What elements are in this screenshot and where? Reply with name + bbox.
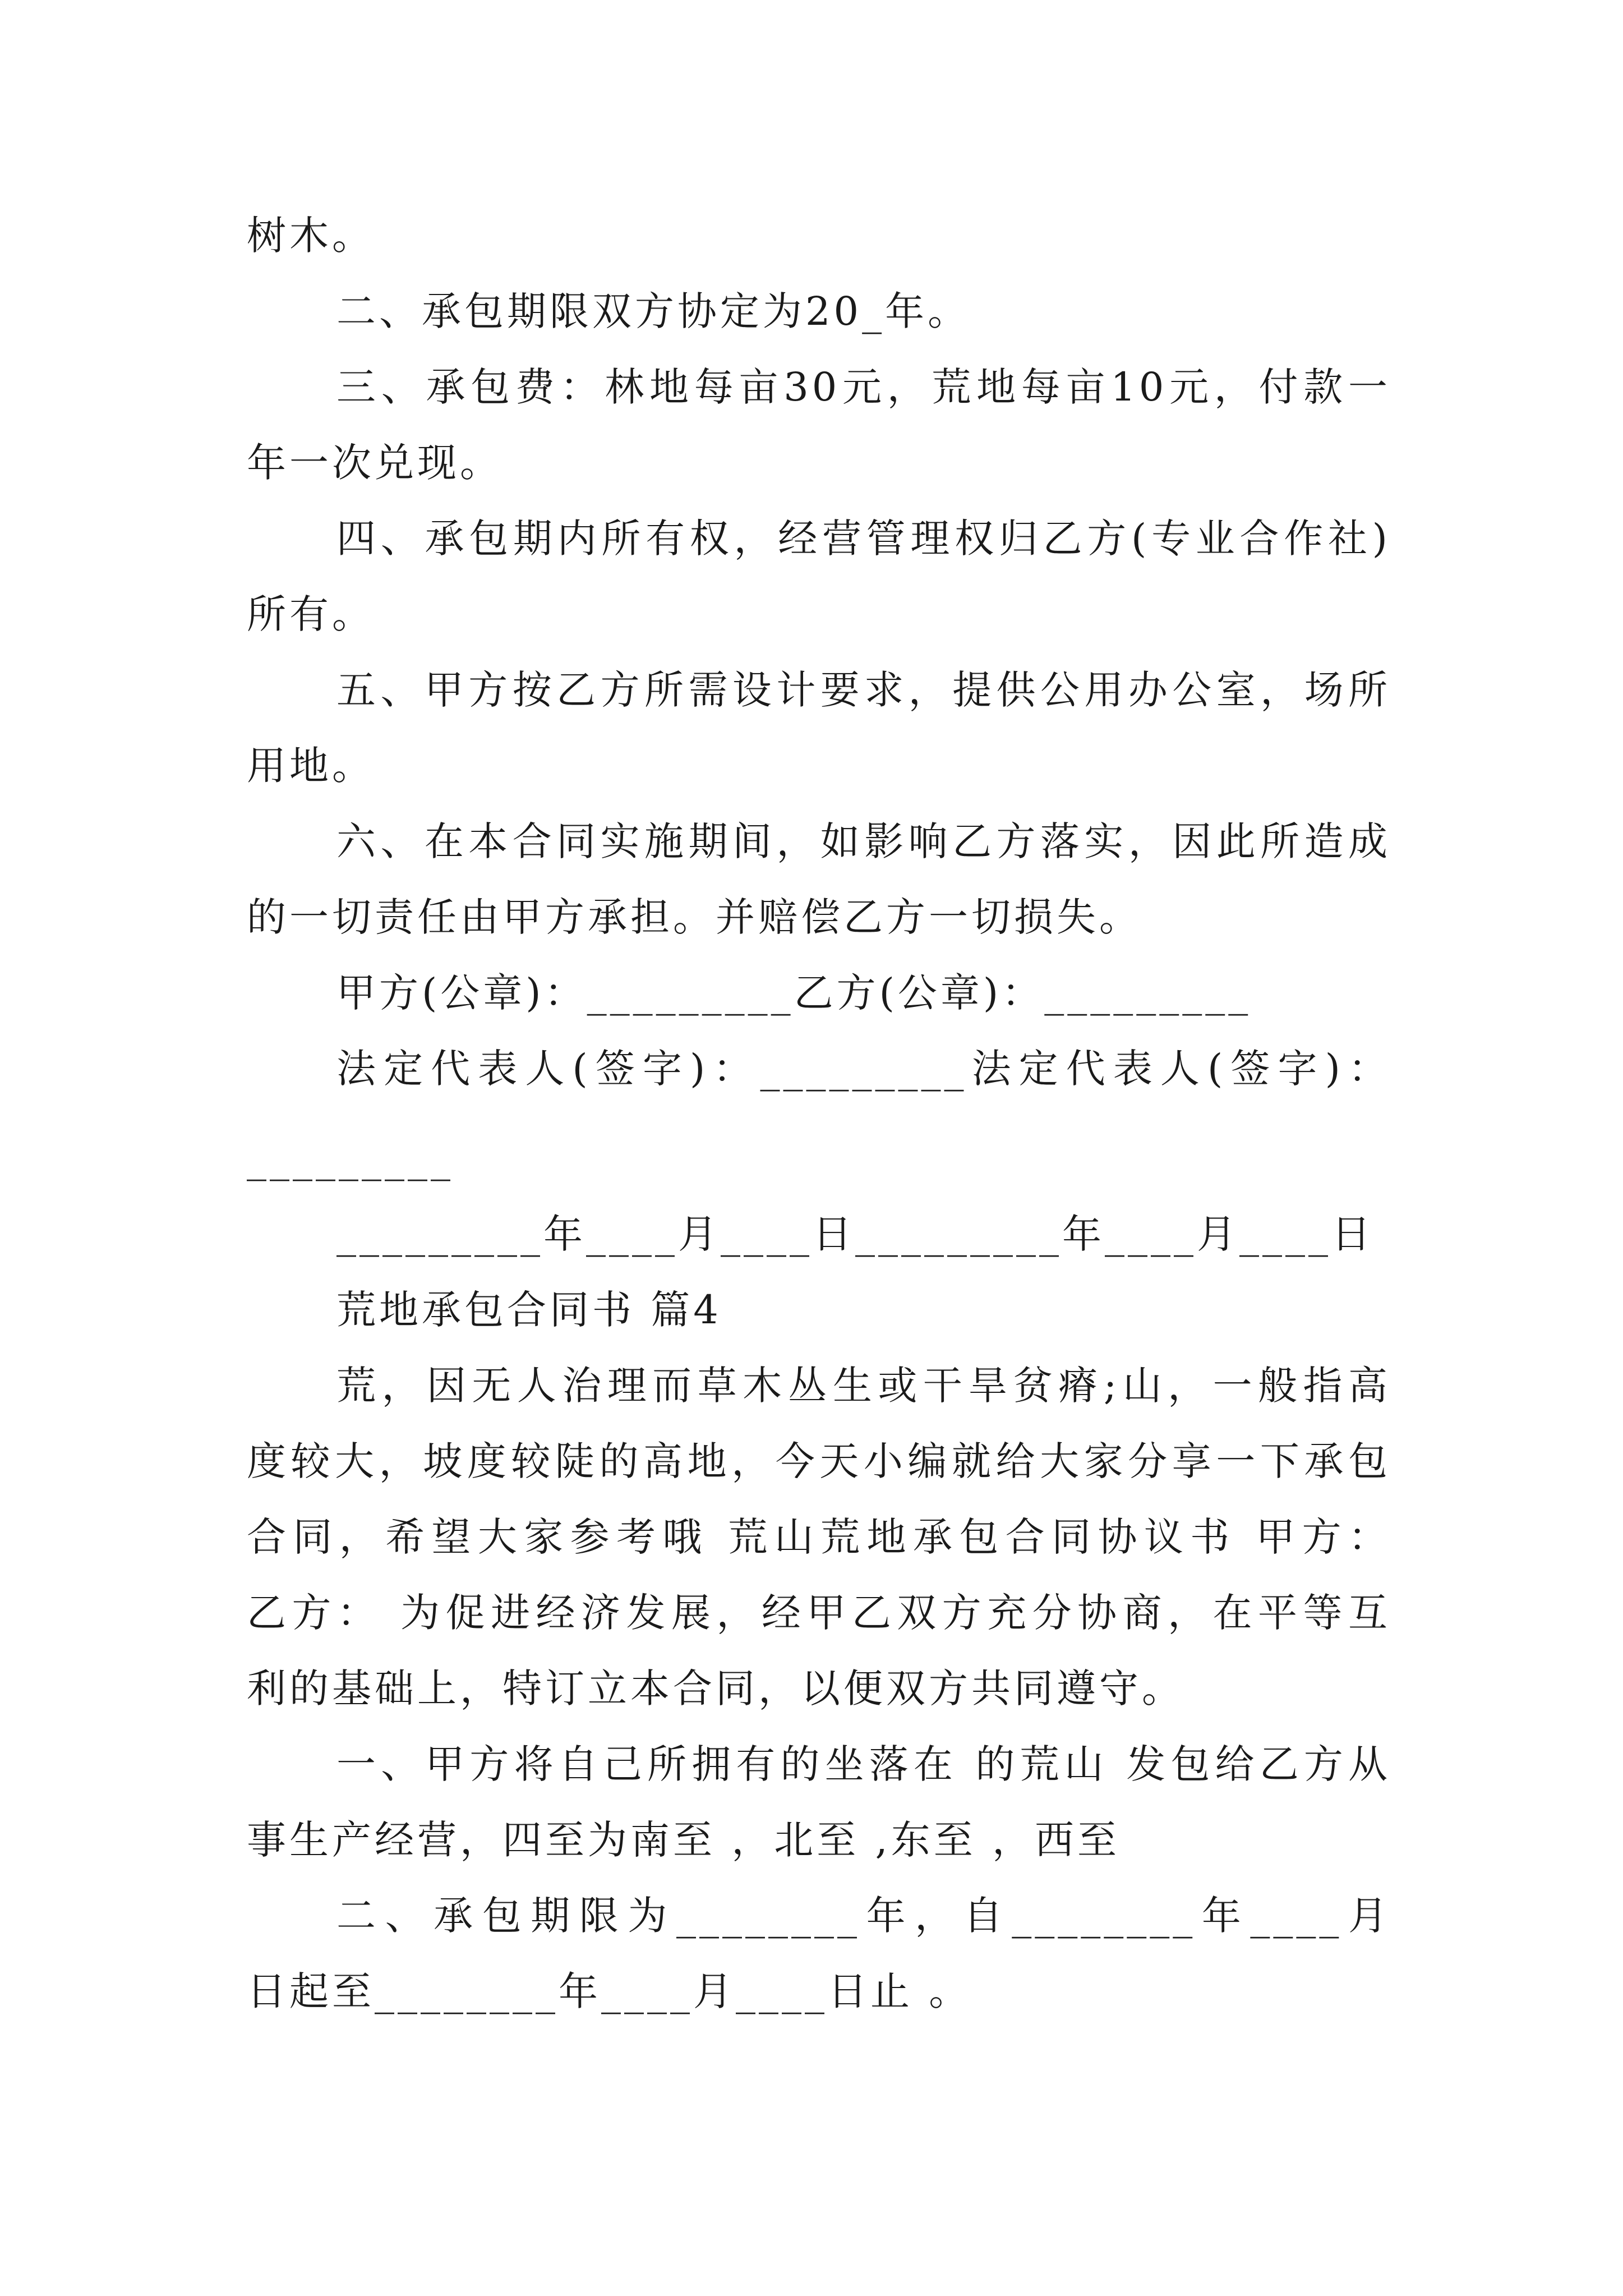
text-line: 五、甲方按乙方所需设计要求，提供公用办公室，场所 xyxy=(336,667,1391,713)
text-line: 荒，因无人治理而草木丛生或干旱贫瘠;山，一般指高 xyxy=(336,1363,1391,1409)
text-line: 用地。 xyxy=(247,743,375,789)
text-line: 一、甲方将自己所拥有的坐落在 的荒山 发包给乙方从 xyxy=(336,1741,1391,1787)
text-line: 树木。 xyxy=(247,213,375,259)
text-line: 合同，希望大家参考哦 荒山荒地承包合同协议书 甲方： xyxy=(247,1514,1391,1560)
signature-blank: _________ xyxy=(247,1135,454,1181)
text-line: 四、承包期内所有权，经营管理权归乙方(专业合作社) xyxy=(336,516,1391,562)
text-line: 日起至________年____月____日止 。 xyxy=(247,1968,972,2014)
signature-line-seal: 甲方(公章)：_________乙方(公章)：_________ xyxy=(336,970,1252,1016)
text-line: 二、承包期限双方协定为20_年。 xyxy=(336,288,971,334)
text-line: 度较大，坡度较陡的高地，今天小编就给大家分享一下承包 xyxy=(247,1438,1391,1484)
text-line: 利的基础上，特订立本合同，以便双方共同遵守。 xyxy=(247,1665,1184,1711)
text-line: 的一切责任由甲方承担。并赔偿乙方一切损失。 xyxy=(247,894,1142,940)
text-line: 二、承包期限为________年，自________年____月 xyxy=(336,1893,1391,1939)
text-line: 六、在本合同实施期间，如影响乙方落实，因此所造成 xyxy=(336,818,1391,864)
text-line: 三、承包费：林地每亩30元，荒地每亩10元，付款一 xyxy=(336,364,1391,410)
text-line: 所有。 xyxy=(247,591,375,637)
text-line: 年一次兑现。 xyxy=(247,440,502,486)
text-line: 乙方： 为促进经济发展，经甲乙双方充分协商，在平等互 xyxy=(247,1590,1391,1636)
date-line: _________年____月____日_________年____月____日 xyxy=(336,1211,1374,1257)
signature-line-representative: 法定代表人(签字)：_________法定代表人(签字)： xyxy=(336,1046,1391,1092)
section-heading: 荒地承包合同书 篇4 xyxy=(336,1287,722,1333)
text-line: 事生产经营，四至为南至 ，北至 ,东至 ，西至 xyxy=(247,1817,1121,1863)
